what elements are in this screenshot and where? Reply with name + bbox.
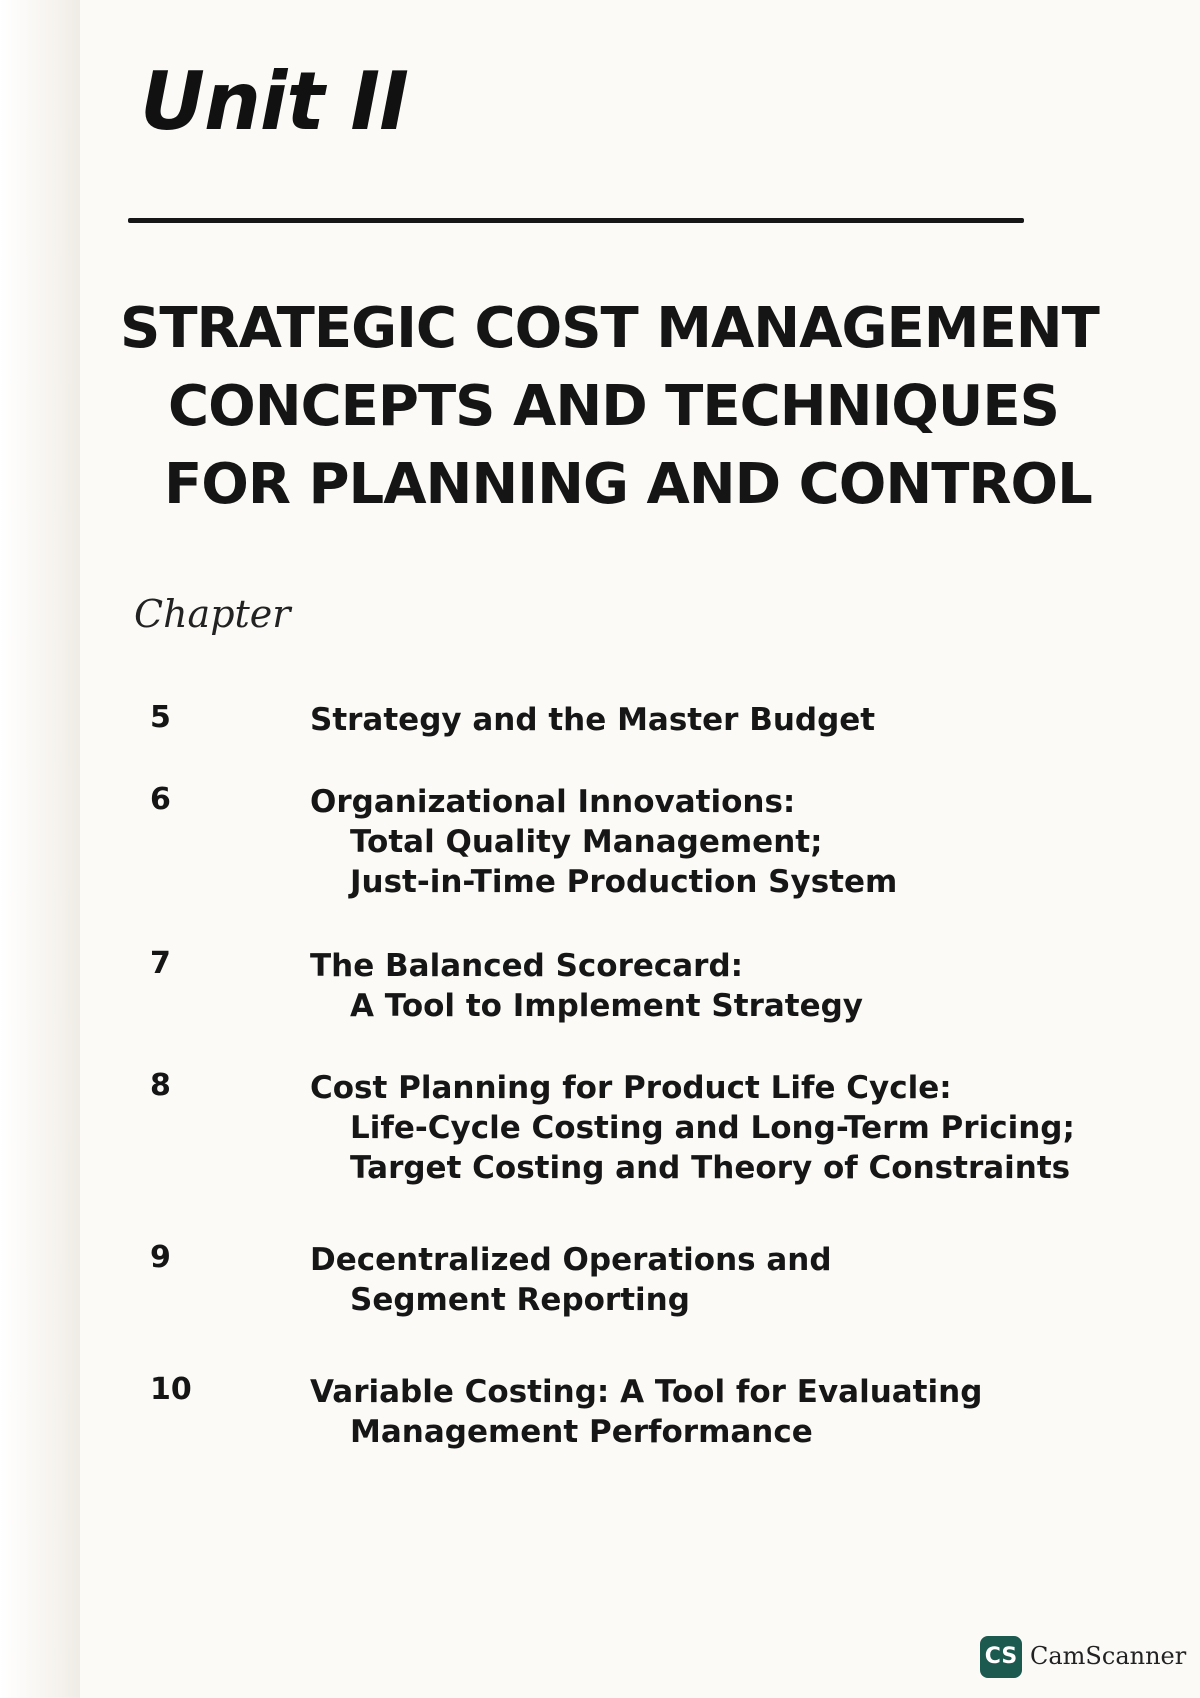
chapter-title-line: Decentralized Operations and bbox=[310, 1242, 832, 1278]
chapter-title-line: Strategy and the Master Budget bbox=[310, 702, 876, 738]
chapter-number: 9 bbox=[150, 1240, 171, 1275]
camscanner-watermark bbox=[980, 1636, 1187, 1680]
chapter-title-line: Just-in-Time Production System bbox=[350, 864, 898, 900]
chapter-title bbox=[310, 1372, 982, 1452]
chapter-title-line: A Tool to Implement Strategy bbox=[350, 988, 864, 1024]
chapter-item bbox=[150, 782, 1050, 902]
page-edge-shadow bbox=[0, 0, 80, 1698]
chapter-label: Chapter bbox=[134, 592, 291, 636]
chapter-item bbox=[150, 1372, 1050, 1492]
chapter-title-line: Total Quality Management; bbox=[350, 824, 823, 860]
chapter-item bbox=[150, 946, 1050, 1066]
chapter-number: 7 bbox=[150, 946, 171, 981]
chapter-title-line: Segment Reporting bbox=[350, 1282, 690, 1318]
chapter-item bbox=[150, 1068, 1075, 1188]
chapter-title-line: Target Costing and Theory of Constraints bbox=[350, 1150, 1071, 1186]
chapter-title-line: Management Performance bbox=[350, 1414, 813, 1450]
camscanner-name: CamScanner bbox=[1030, 1642, 1187, 1670]
chapter-title-line: Cost Planning for Product Life Cycle: bbox=[310, 1070, 952, 1106]
chapter-number: 6 bbox=[150, 782, 171, 817]
camscanner-logo-icon: CS bbox=[980, 1636, 1022, 1678]
chapter-number: 10 bbox=[150, 1372, 192, 1407]
unit-title: Unit II bbox=[140, 55, 408, 148]
chapter-title-line: Organizational Innovations: bbox=[310, 784, 796, 820]
chapter-number: 8 bbox=[150, 1068, 171, 1103]
chapter-title bbox=[310, 1240, 832, 1320]
unit-heading bbox=[120, 290, 1099, 524]
heading-line-2: CONCEPTS AND TECHNIQUES bbox=[168, 374, 1059, 439]
chapter-item bbox=[150, 1240, 1050, 1360]
chapter-title-line: The Balanced Scorecard: bbox=[310, 948, 744, 984]
chapter-title bbox=[310, 700, 875, 740]
title-divider bbox=[128, 218, 1024, 223]
chapter-title bbox=[310, 782, 897, 902]
heading-line-3: FOR PLANNING AND CONTROL bbox=[164, 452, 1092, 517]
chapter-title bbox=[310, 946, 863, 1026]
chapter-title-line: Variable Costing: A Tool for Evaluating bbox=[310, 1374, 983, 1410]
chapter-title-line: Life-Cycle Costing and Long-Term Pricing; bbox=[350, 1110, 1075, 1146]
chapter-title bbox=[310, 1068, 1075, 1188]
chapter-number: 5 bbox=[150, 700, 171, 735]
heading-line-1: STRATEGIC COST MANAGEMENT bbox=[120, 296, 1099, 361]
